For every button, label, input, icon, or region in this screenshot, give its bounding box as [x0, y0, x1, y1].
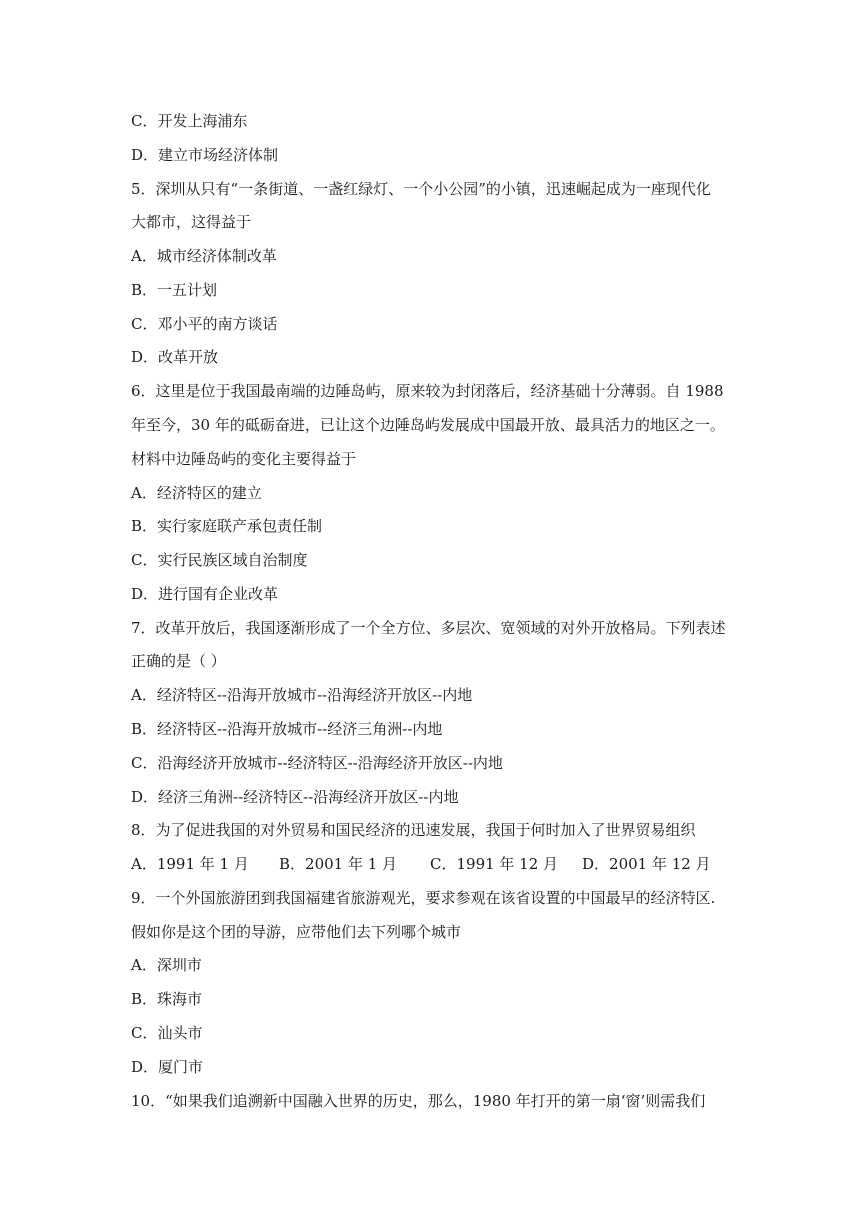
- q7-option-a: A．经济特区--沿海开放城市--沿海经济开放区--内地: [131, 686, 473, 704]
- q5-stem-line-1: 5．深圳从只有“一条街道、一盏红绿灯、一个小公园”的小镇，迅速崛起成为一座现代化: [131, 180, 711, 198]
- q8-option-d: D．2001 年 12 月: [582, 855, 711, 873]
- q6-option-c: C．实行民族区域自治制度: [131, 551, 308, 569]
- q6-stem-line-3: 材料中边陲岛屿的变化主要得益于: [131, 450, 357, 468]
- q8-option-a: A．1991 年 1 月: [131, 855, 249, 873]
- q8-option-c: C．1991 年 12 月: [430, 855, 559, 873]
- q4-option-c: C．开发上海浦东: [131, 112, 248, 130]
- q5-option-c: C．邓小平的南方谈话: [131, 315, 278, 333]
- q9-option-d: D．厦门市: [131, 1058, 204, 1076]
- q4-option-d: D．建立市场经济体制: [131, 146, 279, 164]
- q8-stem-line-1: 8．为了促进我国的对外贸易和国民经济的迅速发展，我国于何时加入了世界贸易组织: [131, 821, 696, 839]
- q9-stem-line-1: 9．一个外国旅游团到我国福建省旅游观光，要求参观在该省设置的中国最早的经济特区.: [131, 889, 716, 907]
- q10-stem-line-1: 10．“如果我们追溯新中国融入世界的历史，那么，1980 年打开的第一扇‘窗’则需我们: [131, 1092, 706, 1110]
- q6-option-d: D．进行国有企业改革: [131, 585, 279, 603]
- q6-stem-line-1: 6．这里是位于我国最南端的边陲岛屿，原来较为封闭落后，经济基础十分薄弱。自 1988: [131, 382, 724, 400]
- q7-option-c: C．沿海经济开放城市--经济特区--沿海经济开放区--内地: [131, 754, 503, 772]
- q9-stem-line-2: 假如你是这个团的导游，应带他们去下列哪个城市: [131, 923, 462, 941]
- q9-option-c: C．汕头市: [131, 1024, 203, 1042]
- q6-option-b: B．实行家庭联产承包责任制: [131, 517, 323, 535]
- q6-option-a: A．经济特区的建立: [131, 484, 262, 502]
- q5-option-d: D．改革开放: [131, 348, 219, 366]
- q7-option-d: D．经济三角洲--经济特区--沿海经济开放区--内地: [131, 788, 459, 806]
- q5-option-b: B．一五计划: [131, 281, 218, 299]
- q7-stem-line-1: 7．改革开放后，我国逐渐形成了一个全方位、多层次、宽领域的对外开放格局。下列表述: [131, 619, 726, 637]
- q8-option-b: B．2001 年 1 月: [279, 855, 398, 873]
- q7-option-b: B．经济特区--沿海开放城市--经济三角洲--内地: [131, 720, 443, 738]
- q5-option-a: A．城市经济体制改革: [131, 247, 277, 265]
- q9-option-a: A．深圳市: [131, 956, 202, 974]
- q6-stem-line-2: 年至今，30 年的砥砺奋进，已让这个边陲岛屿发展成中国最开放、最具活力的地区之一。: [131, 416, 725, 434]
- q9-option-b: B．珠海市: [131, 990, 203, 1008]
- q7-stem-line-2: 正确的是（ ）: [131, 652, 226, 670]
- q5-stem-line-2: 大都市，这得益于: [131, 213, 252, 231]
